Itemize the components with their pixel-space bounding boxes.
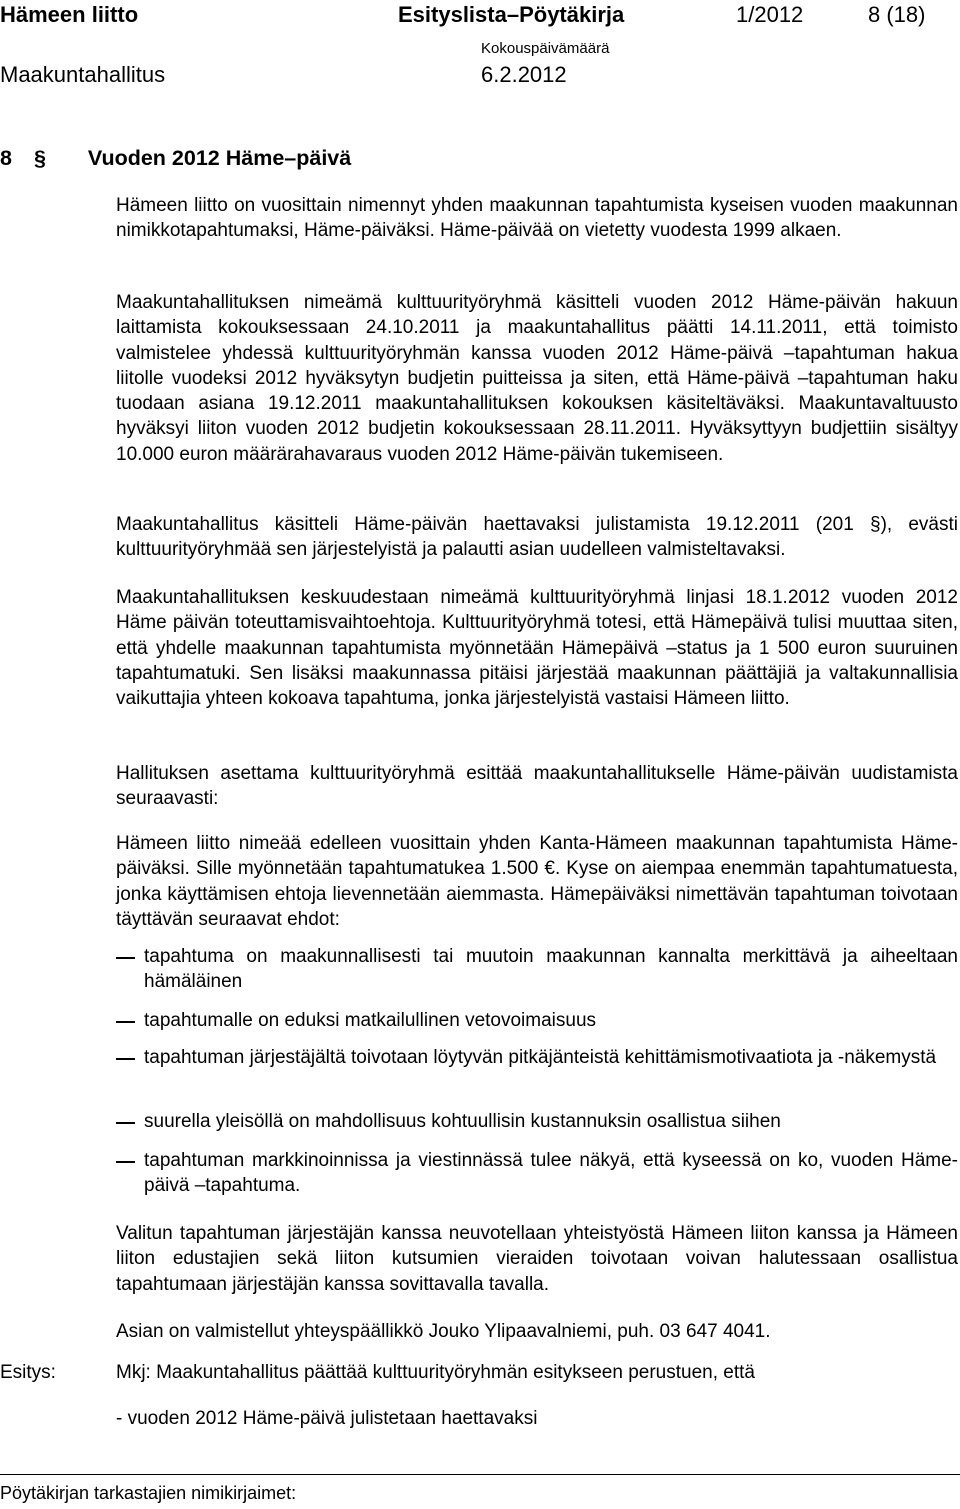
paragraph-proposal-intro: Hallituksen asettama kulttuurityöryhmä esittää maakuntahallitukselle Häme-päivän uudistamista seuraavasti: — [116, 763, 958, 810]
paragraph-renewal: Hämeen liitto nimeää edelleen vuosittain yhden Kanta-Hämeen maakunnan tapahtumista Häme-päiväksi. Sille myönnetään tapahtumatukea 1.500 €. Kyse on aiempaa enemmän tapahtumatuesta, jonka käyttämisen ehtoja lievennetään aiemmasta. Hämepäiväksi nimettävän tapahtuman toivotaan täyttävän seuraavat ehdot: — [116, 833, 958, 930]
document-type: Esityslista–Pöytäkirja — [398, 2, 625, 27]
dash-bullet — [116, 1058, 135, 1060]
paragraph-previous-decision: Maakuntahallitus käsitteli Häme-päivän haettavaksi julistamista 19.12.2011 (201 §), evästi kulttuurityöryhmää sen järjestelyistä ja palautti asian uudelleen valmisteltavaksi. — [116, 514, 958, 561]
condition-text: suurella yleisöllä on mahdollisuus kohtuullisin kustannuksin osallistua siihen — [144, 1111, 781, 1132]
meeting-date: 6.2.2012 — [481, 62, 567, 87]
paragraph-background: Maakuntahallituksen nimeämä kulttuurityöryhmä käsitteli vuoden 2012 Häme-päivän hakuun laittamista kokouksessaan 24.10.2011 ja maakuntahallitus päätti 14.11.2011, että toimisto valmistelee yhdessä kulttuurityöryhmän kanssa vuoden 2012 Häme-päivä –tapahtuman hakua liitolle vuodeksi 2012 hyväksytyn budjetin puitteissa ja siten, että Häme-päivä –tapahtuman haku tuodaan asiana 19.12.2011 maakuntahallituksen kokouksen käsiteltäväksi. Maakuntavaltuusto hyväksyi liiton vuoden 2012 budjetin kokouksessaan 28.11.2011. Hyväksyttyyn budjettiin sisältyy 10.000 euron määrärahavaraus vuoden 2012 Häme-päivän tukemiseen. — [116, 292, 958, 465]
proposal-item: - vuoden 2012 Häme-päivä julistetaan haettavaksi — [116, 1408, 538, 1429]
proposal-text: Mkj: Maakuntahallitus päättää kulttuurityöryhmän esitykseen perustuen, että — [116, 1362, 755, 1383]
condition-text: tapahtuma on maakunnallisesti tai muutoin maakunnan kannalta merkittävä ja aiheeltaan hämäläinen — [144, 946, 958, 993]
condition-text: tapahtuman järjestäjältä toivotaan löytyvän pitkäjänteistä kehittämismotivaatiota ja -näkemystä — [144, 1047, 937, 1068]
paragraph-working-group: Maakuntahallituksen keskuudestaan nimeämä kulttuurityöryhmä linjasi 18.1.2012 vuoden 2012 Häme päivän toteuttamisvaihtoehtoja. Kulttuurityöryhmä totesi, että Hämepäivä tulisi muuttaa siten, että yhdelle maakunnan tapahtumista myönnetään Hämepäivä –status ja 1 500 euron suuruinen tapahtumatuki. Sen lisäksi maakunnassa pitäisi järjestää maakunnan päättäjiä ja valtakunnallisia vaikuttajia yhteen kokoava tapahtuma, jonka järjestelyistä vastaisi Hämeen liitto. — [116, 587, 958, 710]
section-number: 8 — [0, 146, 12, 170]
condition-text: tapahtuman markkinoinnissa ja viestinnässä tulee näkyä, että kyseessä on ko, vuoden Häme-päivä –tapahtuma. — [144, 1150, 958, 1197]
paragraph-preparer: Asian on valmistellut yhteyspäällikkö Jouko Ylipaavalniemi, puh. 03 647 4041. — [116, 1321, 771, 1342]
section-heading — [0, 146, 351, 171]
paragraph-cooperation: Valitun tapahtuman järjestäjän kanssa neuvotellaan yhteistyöstä Hämeen liiton kanssa ja Hämeen liiton edustajien sekä liiton kutsumien vieraiden toivotaan voivan halutessaan osallistua tapahtumaan järjestäjän kanssa sovittavalla tavalla. — [116, 1223, 958, 1295]
section-sign: § — [33, 146, 46, 170]
dash-bullet — [116, 957, 135, 959]
meeting-date-label: Kokouspäivämäärä — [481, 40, 610, 57]
condition-item — [116, 1008, 958, 1033]
footer-divider — [0, 1474, 960, 1475]
paragraph-intro: Hämeen liitto on vuosittain nimennyt yhden maakunnan tapahtumista kyseisen vuoden maakunnan nimikkotapahtumaksi, Häme-päiväksi. Häme-päivää on vietetty vuodesta 1999 alkaen. — [116, 195, 958, 242]
condition-item — [116, 1148, 958, 1199]
document-number: 1/2012 — [736, 2, 804, 27]
footer-initials-label: Pöytäkirjan tarkastajien nimikirjaimet: — [0, 1483, 297, 1503]
organization-name: Hämeen liitto — [0, 2, 139, 27]
dash-bullet — [116, 1161, 135, 1163]
condition-text: tapahtumalle on eduksi matkailullinen vetovoimaisuus — [144, 1010, 597, 1031]
board-name: Maakuntahallitus — [0, 62, 166, 87]
dash-bullet — [116, 1122, 135, 1124]
proposal-label: Esitys: — [0, 1362, 56, 1383]
page-number: 8 (18) — [868, 2, 926, 27]
condition-item — [116, 1045, 958, 1070]
dash-bullet — [116, 1021, 135, 1023]
condition-item — [116, 944, 958, 995]
section-title: Vuoden 2012 Häme–päivä — [87, 146, 352, 170]
condition-item — [116, 1109, 958, 1134]
